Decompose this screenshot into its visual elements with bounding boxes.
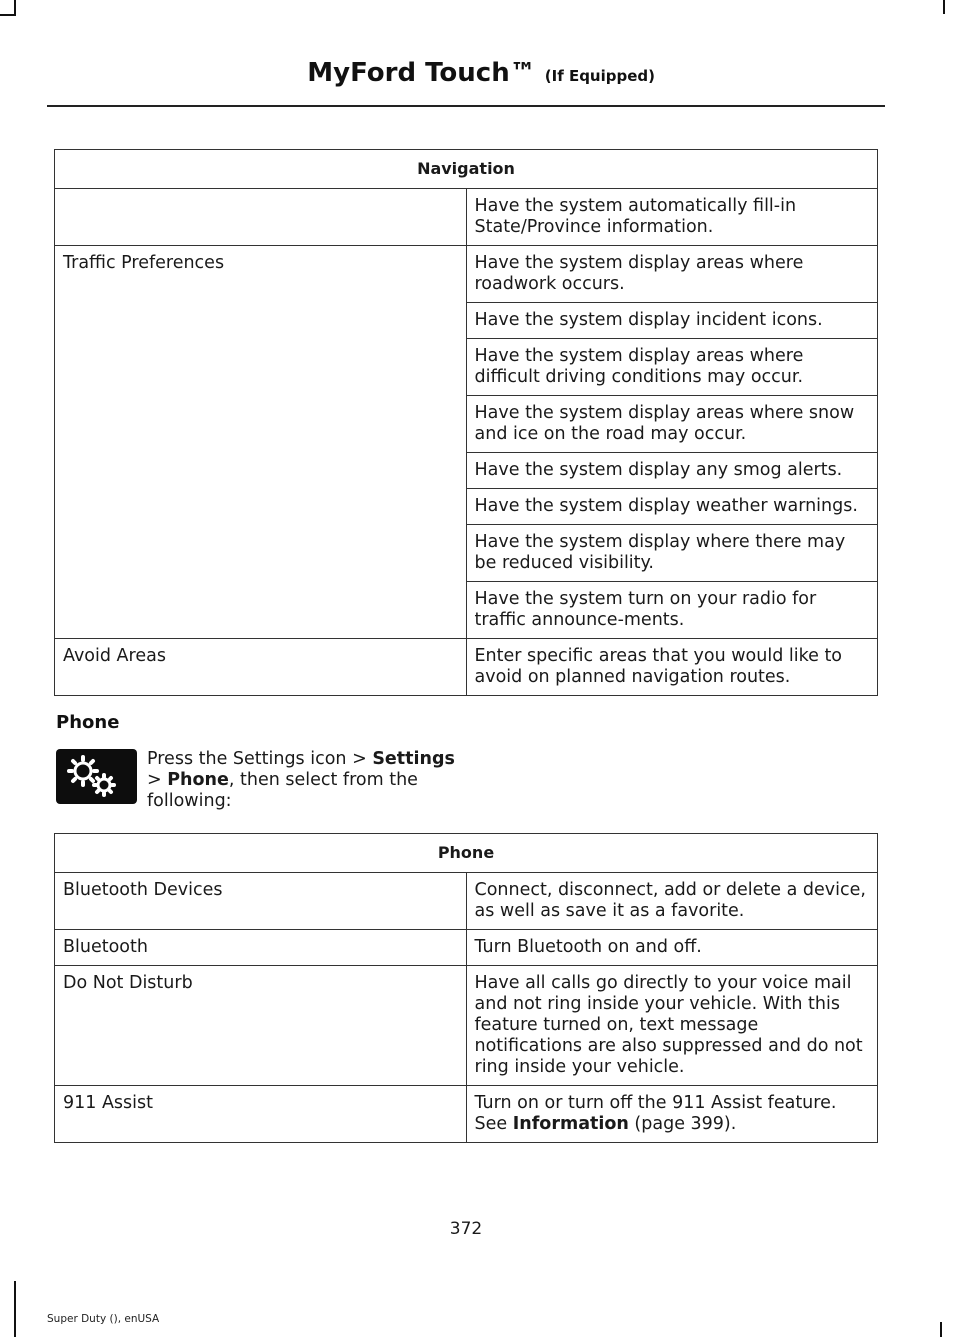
phone-table xyxy=(54,833,878,1143)
description-cell: Have all calls go directly to your voice mail and not ring inside your vehicle. With this feature turned on, text message notifications are also suppressed and do not ring inside your vehicle. xyxy=(466,966,878,1086)
intro-phone: Phone xyxy=(167,770,229,790)
setting-cell xyxy=(55,453,467,489)
crop-mark-bottom-right-v xyxy=(940,1322,942,1337)
intro-separator: > xyxy=(147,770,168,790)
description-suffix: (page 399). xyxy=(628,1114,737,1134)
setting-cell: Traffic Preferences xyxy=(55,246,467,303)
description-cell xyxy=(466,1086,878,1143)
table-row xyxy=(55,582,878,639)
setting-cell xyxy=(55,525,467,582)
crop-mark-top-right-v xyxy=(943,0,945,14)
setting-cell xyxy=(55,339,467,396)
intro-prefix: Press the Settings icon > xyxy=(147,749,373,769)
table-row xyxy=(55,339,878,396)
table-row xyxy=(55,1086,878,1143)
header-subtitle: (If Equipped) xyxy=(544,67,655,85)
description-cell: Have the system display areas where snow and ice on the road may occur. xyxy=(466,396,878,453)
setting-cell: 911 Assist xyxy=(55,1086,467,1143)
description-prefix: Turn on or turn off the 911 Assist feature. See xyxy=(474,1093,837,1134)
setting-cell: Do Not Disturb xyxy=(55,966,467,1086)
table-row xyxy=(55,873,878,930)
description-cell: Have the system display any smog alerts. xyxy=(466,453,878,489)
settings-gears-icon xyxy=(56,749,137,804)
table-row xyxy=(55,396,878,453)
setting-cell: Bluetooth xyxy=(55,930,467,966)
description-cell: Enter specific areas that you would like to avoid on planned navigation routes. xyxy=(466,639,878,696)
setting-cell xyxy=(55,189,467,246)
description-cell: Turn Bluetooth on and off. xyxy=(466,930,878,966)
setting-cell xyxy=(55,582,467,639)
header-divider xyxy=(47,105,885,107)
navigation-table xyxy=(54,149,878,696)
description-cell: Have the system display where there may be reduced visibility. xyxy=(466,525,878,582)
setting-cell xyxy=(55,396,467,453)
page-number: 372 xyxy=(449,1219,483,1239)
table-row xyxy=(55,303,878,339)
intro-suffix: , then select from the following: xyxy=(147,770,418,811)
description-cell: Connect, disconnect, add or delete a device, as well as save it as a favorite. xyxy=(466,873,878,930)
phone-intro-text xyxy=(147,749,467,812)
crop-mark-top-left-h xyxy=(0,14,16,16)
setting-cell: Avoid Areas xyxy=(55,639,467,696)
table-row xyxy=(55,525,878,582)
description-cell: Have the system automatically fill-in State/Province information. xyxy=(466,189,878,246)
description-cell: Have the system display weather warnings. xyxy=(466,489,878,525)
intro-settings: Settings xyxy=(372,749,455,769)
navigation-table-heading: Navigation xyxy=(55,150,878,189)
description-cell: Have the system display areas where roadwork occurs. xyxy=(466,246,878,303)
description-cell: Have the system turn on your radio for traffic announce-ments. xyxy=(466,582,878,639)
phone-table-heading: Phone xyxy=(55,834,878,873)
setting-cell xyxy=(55,489,467,525)
setting-cell xyxy=(55,303,467,339)
table-row xyxy=(55,246,878,303)
settings-gears-svg xyxy=(56,749,137,804)
setting-cell: Bluetooth Devices xyxy=(55,873,467,930)
description-cell: Have the system display areas where difficult driving conditions may occur. xyxy=(466,339,878,396)
footer-text: Super Duty (), enUSA xyxy=(47,1313,160,1325)
table-row xyxy=(55,489,878,525)
page-header-title xyxy=(307,58,655,88)
crop-mark-top-left-v xyxy=(14,0,16,14)
phone-section-heading: Phone xyxy=(56,712,120,733)
table-row xyxy=(55,453,878,489)
description-cell: Have the system display incident icons. xyxy=(466,303,878,339)
table-row xyxy=(55,639,878,696)
information-reference: Information xyxy=(512,1114,629,1134)
table-row xyxy=(55,966,878,1086)
header-title-text: MyFord Touch™ xyxy=(307,58,536,88)
table-row xyxy=(55,930,878,966)
table-row xyxy=(55,189,878,246)
crop-mark-bottom-left-v xyxy=(14,1281,16,1337)
